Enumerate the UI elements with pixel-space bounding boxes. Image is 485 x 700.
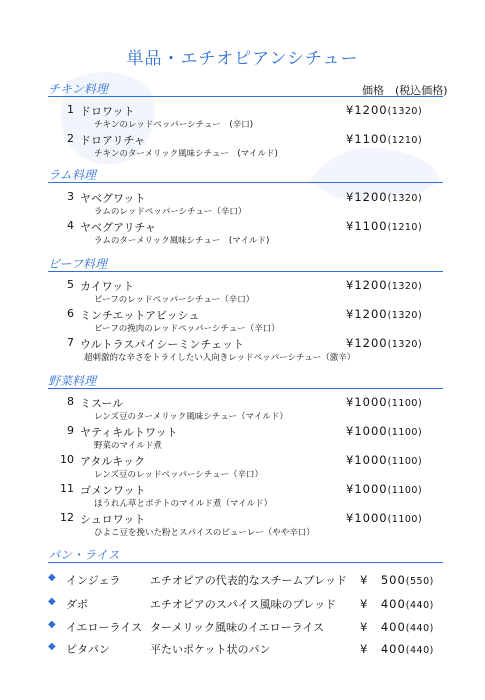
side-item-tax-price: (440) [405, 600, 434, 611]
item-tax-price: (1210) [387, 135, 423, 146]
item-description: ひよこ豆を挽いた粉とスパイスのピューレー（やや辛口） [94, 528, 315, 538]
side-item-price: ¥ 400(440) [360, 597, 434, 611]
section-label-beef: ビーフ料理 [48, 257, 107, 271]
side-item-tax-price: (440) [405, 645, 434, 656]
item-number: 1 [67, 103, 74, 116]
item-number: 6 [67, 307, 74, 320]
item-price: ¥1000(1100) [346, 395, 423, 409]
item-price: ¥1100(1210) [346, 219, 423, 233]
price-header: 価格 (税込価格) [362, 84, 448, 97]
menu-item [0, 278, 485, 308]
item-name: ヤベグアリチャ [80, 221, 157, 234]
item-description: チキンのレッドペッパーシチュー (辛口) [94, 120, 254, 130]
item-price: ¥1000(1100) [346, 424, 423, 438]
side-item [0, 641, 485, 661]
item-name: ゴメンワット [80, 484, 146, 497]
section-divider [48, 271, 443, 272]
item-number: 5 [67, 278, 74, 291]
section-divider [48, 388, 443, 389]
side-item-price: ¥ 400(440) [360, 642, 434, 656]
menu-item [0, 103, 485, 133]
item-tax-price: (1320) [387, 339, 423, 350]
item-tax-price: (1320) [387, 193, 423, 204]
item-number: 10 [60, 453, 74, 466]
section-label-vegetable: 野菜料理 [48, 374, 97, 388]
menu-item [0, 132, 485, 162]
menu-item [0, 511, 485, 541]
side-item-price: ¥ 500(550) [360, 573, 434, 587]
item-name: ミスール [80, 397, 124, 410]
item-description: ビーフのレッドペッパーシチュー（辛口） [94, 295, 255, 305]
item-price: ¥1200(1320) [346, 278, 423, 292]
item-tax-price: (1320) [387, 106, 423, 117]
side-item-name: イエローライス [66, 621, 143, 634]
item-tax-price: (1210) [387, 222, 423, 233]
item-tax-price: (1100) [387, 456, 423, 467]
section-divider [48, 182, 443, 183]
item-description: チキンのターメリック風味シチュー (マイルド) [94, 149, 278, 159]
item-description: 超刺激的な辛さをトライしたい人向きレッドペッパーシチュー（激辛） [84, 353, 356, 363]
side-item-name: ダボ [66, 598, 88, 611]
side-item-tax-price: (550) [405, 576, 434, 587]
item-number: 9 [67, 424, 74, 437]
item-name: ドロワット [80, 105, 135, 118]
item-name: ドロアリチャ [80, 134, 146, 147]
item-name: アタルキック [80, 455, 146, 468]
item-description: レンズ豆のレッドペッパーシチュー（辛口） [94, 470, 264, 480]
item-name: ヤベグワット [80, 192, 146, 205]
menu-item [0, 190, 485, 220]
diamond-bullet-icon: ◆ [48, 572, 56, 583]
item-description: 野菜のマイルド煮 [94, 441, 162, 451]
item-number: 4 [67, 219, 74, 232]
item-price: ¥1200(1320) [346, 336, 423, 350]
item-price: ¥1000(1100) [346, 511, 423, 525]
diamond-bullet-icon: ◆ [48, 596, 56, 607]
side-item [0, 619, 485, 639]
item-description: ビーフの挽肉のレッドペッパーシチュー（辛口） [94, 324, 280, 334]
item-name: カイワット [80, 280, 135, 293]
item-price: ¥1000(1100) [346, 482, 423, 496]
menu-item [0, 219, 485, 249]
side-item [0, 572, 485, 592]
side-item-description: エチオピアのスパイス風味のブレッド [150, 598, 337, 611]
item-number: 3 [67, 190, 74, 203]
item-tax-price: (1320) [387, 310, 423, 321]
section-label-chicken: チキン料理 [48, 82, 108, 96]
item-tax-price: (1320) [387, 281, 423, 292]
item-tax-price: (1100) [387, 427, 423, 438]
item-number: 7 [67, 336, 74, 349]
side-item-tax-price: (440) [405, 623, 434, 634]
side-item-price: ¥ 400(440) [360, 620, 434, 634]
menu-item [0, 395, 485, 425]
item-number: 2 [67, 132, 74, 145]
item-name: ヤティキルトワット [80, 426, 178, 439]
diamond-bullet-icon: ◆ [48, 641, 56, 652]
item-number: 8 [67, 395, 74, 408]
side-item-description: エチオピアの代表的なスチームブレッド [150, 574, 348, 587]
item-price: ¥1200(1320) [346, 307, 423, 321]
menu-item [0, 424, 485, 454]
menu-item [0, 482, 485, 512]
item-price: ¥1100(1210) [346, 132, 423, 146]
item-tax-price: (1100) [387, 398, 423, 409]
side-item-description: ターメリック風味のイエローライス [150, 621, 325, 634]
menu-item [0, 453, 485, 483]
section-divider [48, 562, 443, 563]
side-item-name: ピタパン [66, 643, 110, 656]
side-item [0, 596, 485, 616]
item-description: ラムのレッドペッパーシチュー（辛口） [94, 207, 247, 217]
item-description: ほうれん草とポテトのマイルド煮（マイルド） [94, 499, 273, 509]
item-name: シュロワット [80, 513, 146, 526]
item-price: ¥1200(1320) [346, 103, 423, 117]
menu-item [0, 336, 485, 366]
menu-item [0, 307, 485, 337]
item-description: レンズ豆のターメリック風味シチュー（マイルド） [94, 412, 288, 422]
page-title: 単品・エチオピアンシチュー [126, 49, 359, 69]
item-name: ウルトラスパイシーミンチェット [80, 338, 245, 351]
item-tax-price: (1100) [387, 514, 423, 525]
item-description: ラムのターメリック風味シチュー (マイルド) [94, 236, 270, 246]
item-price: ¥1200(1320) [346, 190, 423, 204]
item-name: ミンチエットアビッシュ [80, 309, 200, 322]
section-divider [48, 96, 443, 97]
side-item-name: インジェラ [66, 574, 121, 587]
item-number: 11 [60, 482, 74, 495]
item-tax-price: (1100) [387, 485, 423, 496]
section-label-bread-rice: パン・ライス [48, 548, 120, 562]
item-price: ¥1000(1100) [346, 453, 423, 467]
diamond-bullet-icon: ◆ [48, 619, 56, 630]
side-item-description: 平たいポケット状のパン [150, 643, 271, 656]
section-label-lamb: ラム料理 [48, 168, 96, 182]
item-number: 12 [60, 511, 74, 524]
